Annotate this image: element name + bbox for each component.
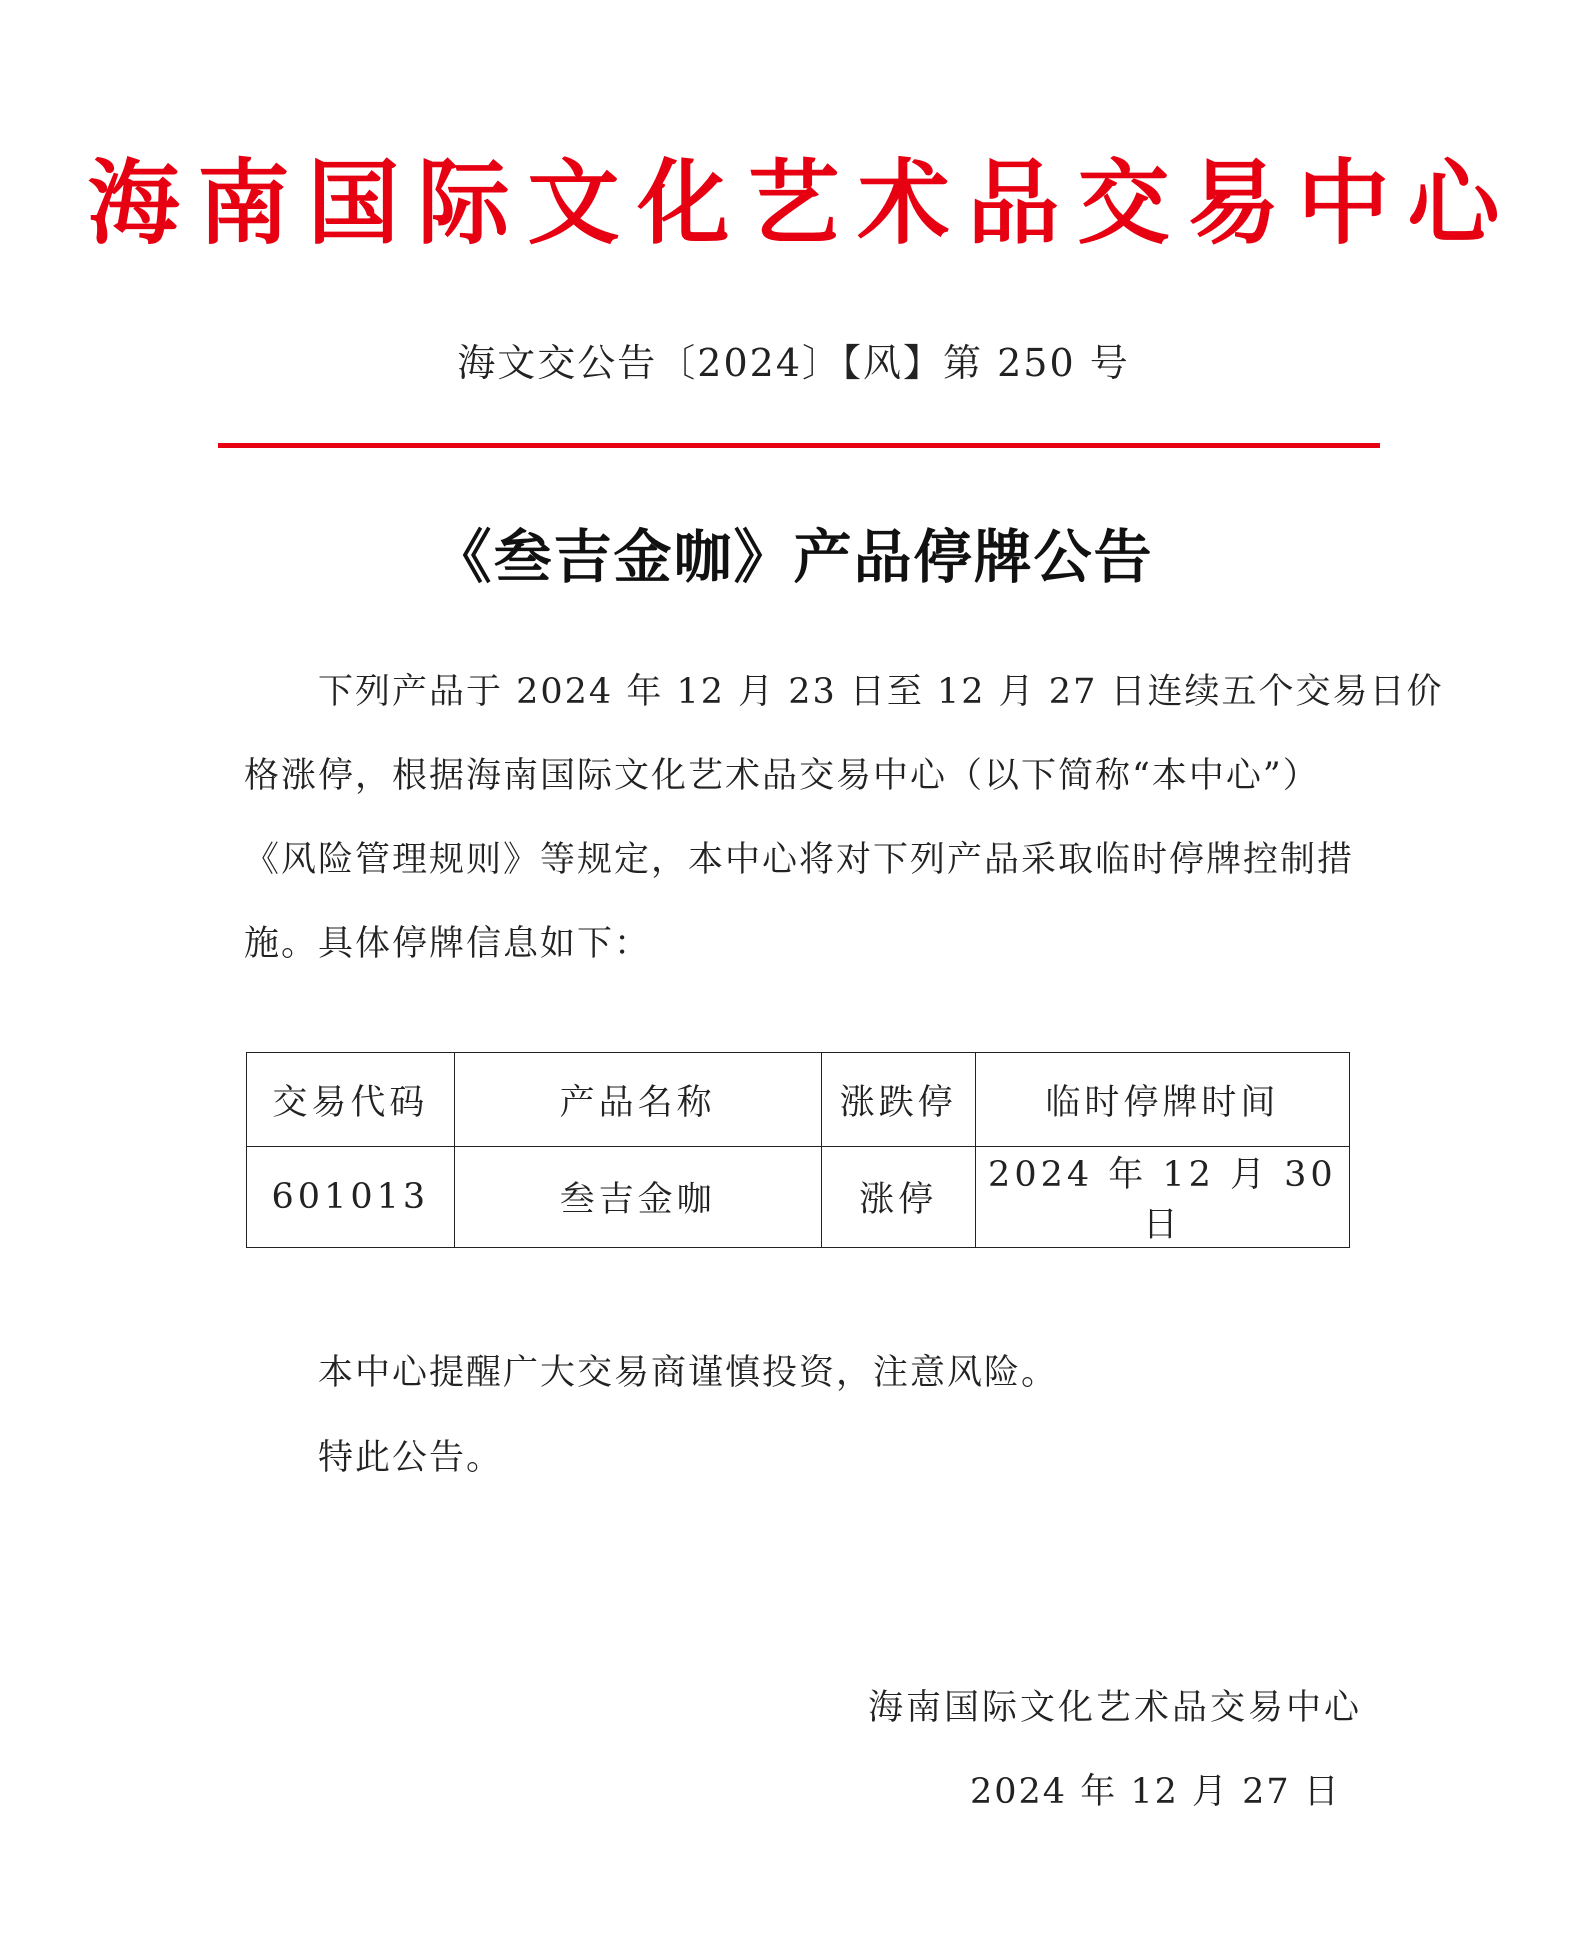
body-line-4: 施。具体停牌信息如下： — [244, 924, 652, 964]
table-header-row — [247, 1053, 1350, 1147]
cell-trading-code: 601013 — [247, 1147, 455, 1248]
header-divider — [218, 443, 1380, 448]
header-product-name: 产品名称 — [454, 1053, 821, 1147]
body-line-1: 下列产品于 2024 年 12 月 23 日至 12 月 27 日连续五个交易日价 — [318, 672, 1444, 712]
signature-date: 2024 年 12 月 27 日 — [970, 1772, 1341, 1812]
cell-suspension-time: 2024 年 12 月 30 日 — [975, 1147, 1349, 1248]
announcement-title: 《叁吉金咖》产品停牌公告 — [433, 523, 1154, 591]
risk-reminder: 本中心提醒广大交易商谨慎投资，注意风险。 — [318, 1353, 1059, 1393]
header-suspension-time: 临时停牌时间 — [975, 1053, 1349, 1147]
cell-limit-status: 涨停 — [821, 1147, 975, 1248]
body-line-2: 格涨停，根据海南国际文化艺术品交易中心（以下简称“本中心”） — [244, 756, 1320, 796]
document-number: 海文交公告〔2024〕【风】第 250 号 — [457, 341, 1130, 385]
header-trading-code: 交易代码 — [247, 1053, 455, 1147]
body-line-3: 《风险管理规则》等规定，本中心将对下列产品采取临时停牌控制措 — [244, 840, 1355, 880]
table-row — [247, 1147, 1350, 1248]
closing-statement: 特此公告。 — [318, 1438, 504, 1478]
header-limit-status: 涨跌停 — [821, 1053, 975, 1147]
organization-header: 海南国际文化艺术品交易中心 — [87, 149, 1518, 257]
cell-product-name: 叁吉金咖 — [454, 1147, 821, 1248]
suspension-table — [246, 1052, 1350, 1248]
signature-organization: 海南国际文化艺术品交易中心 — [868, 1688, 1363, 1728]
